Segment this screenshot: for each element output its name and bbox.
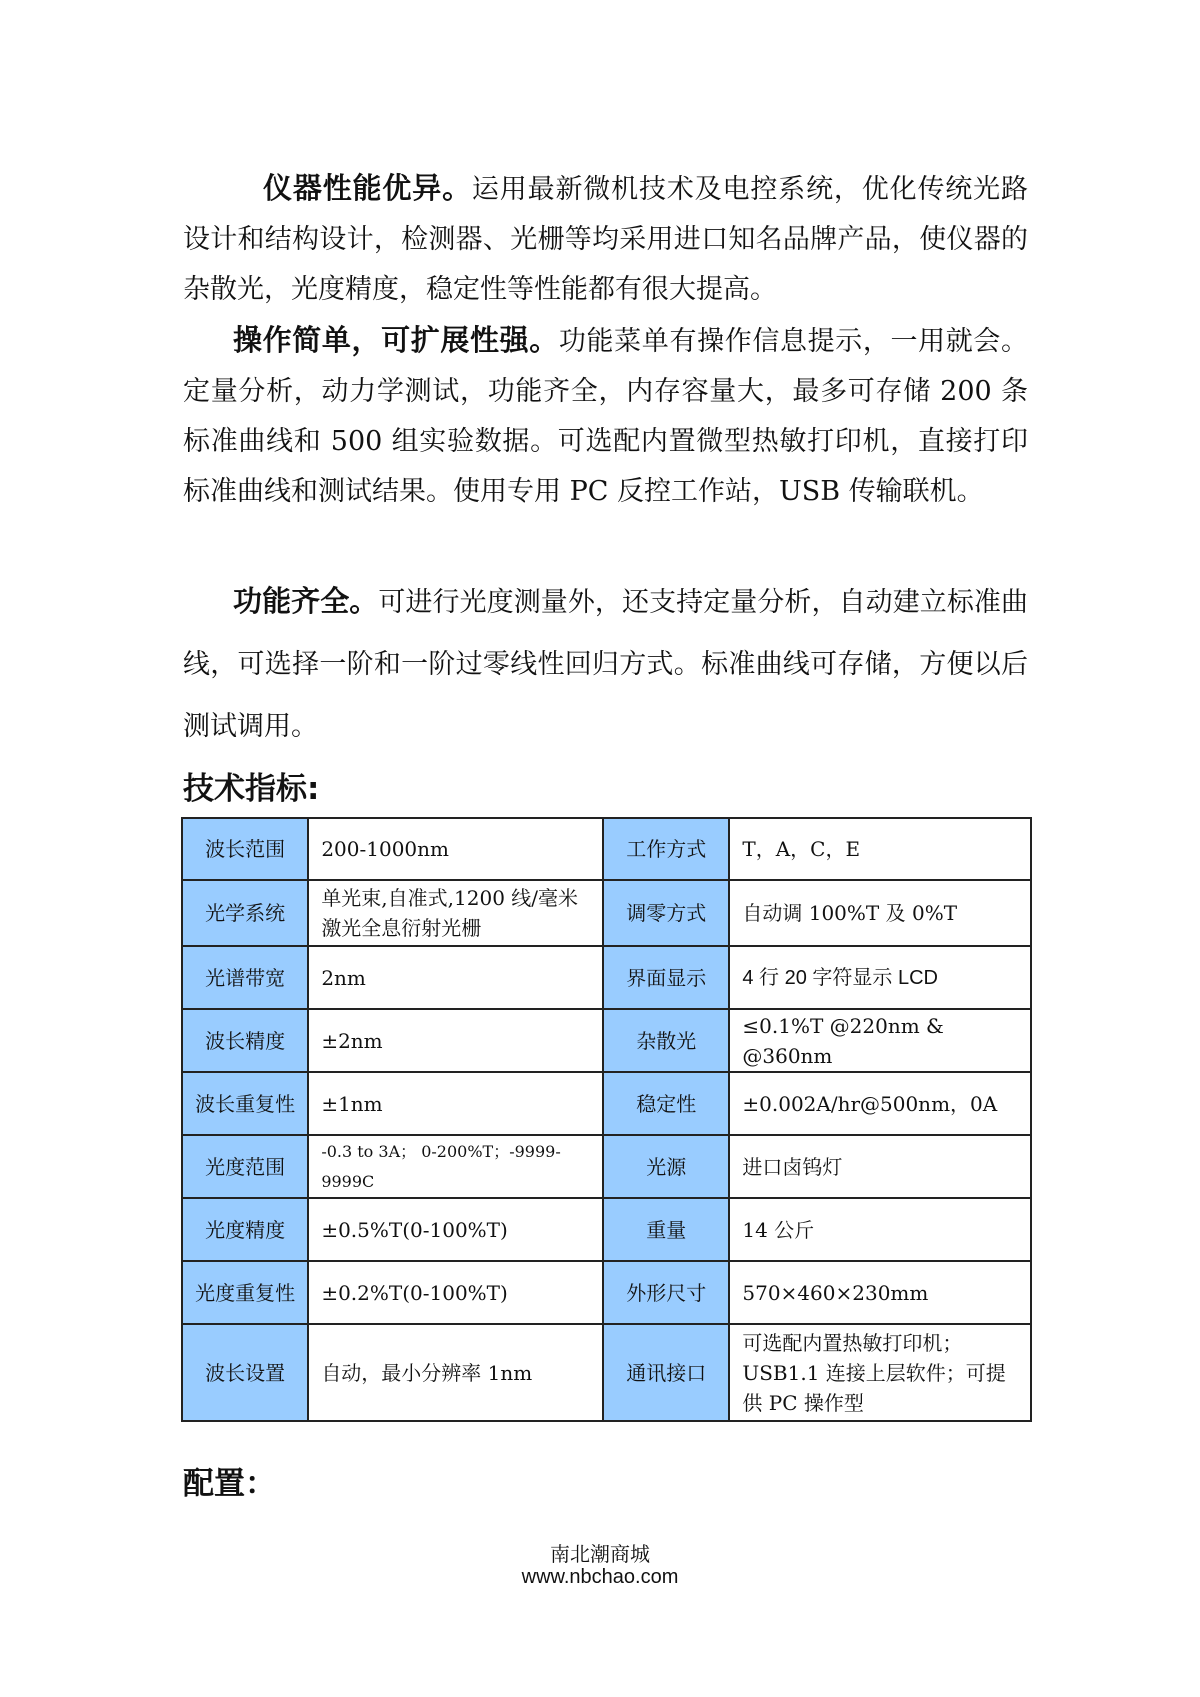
tech-specs-heading: 技术指标:: [183, 771, 320, 807]
spec-label: 界面显示: [603, 946, 729, 1009]
spec-label: 工作方式: [603, 818, 729, 880]
spec-value: 进口卤钨灯: [729, 1135, 1031, 1198]
spec-value: 自动调 100%T 及 0%T: [729, 880, 1031, 946]
paragraph-text: 可进行光度测量外，还支持定量分析，自动建立标准曲线，可选择一阶和一阶过零线性回归方式。标准曲线可存储，方便以后测试调用。: [183, 587, 1028, 742]
spec-value: 570×460×230mm: [729, 1261, 1031, 1324]
table-row: [182, 1009, 1031, 1072]
spec-value: 14 公斤: [729, 1198, 1031, 1261]
table-row: [182, 1261, 1031, 1324]
spec-label: 波长范围: [182, 818, 308, 880]
paragraph-text: 运用最新微机技术及电控系统，优化传统光路设计和结构设计，检测器、光栅等均采用进口知名品牌产品，使仪器的杂散光，光度精度，稳定性等性能都有很大提高。: [183, 174, 1028, 305]
spec-label: 外形尺寸: [603, 1261, 729, 1324]
paragraph-text: 功能菜单有操作信息提示，一用就会。定量分析，动力学测试，功能齐全，内存容量大，最多可存储 200 条标准曲线和 500 组实验数据。可选配内置微型热敏打印机，直接打印标准曲线和测试结果。使用专用 PC 反控工作站，USB 传输联机。: [183, 326, 1028, 507]
table-row: [182, 1072, 1031, 1135]
spec-label: 光度精度: [182, 1198, 308, 1261]
spec-label: 杂散光: [603, 1009, 729, 1072]
spec-label: 通讯接口: [603, 1324, 729, 1421]
spec-label: 光源: [603, 1135, 729, 1198]
spec-label: 光度重复性: [182, 1261, 308, 1324]
spec-value: T，A，C，E: [729, 818, 1031, 880]
spec-label: 调零方式: [603, 880, 729, 946]
spec-value: ±0.2%T(0-100%T): [308, 1261, 603, 1324]
spec-value: -0.3 to 3A； 0-200%T；-9999-9999C: [308, 1135, 603, 1198]
paragraph-functions: [183, 570, 1028, 758]
spec-value: ±1nm: [308, 1072, 603, 1135]
spec-label: 重量: [603, 1198, 729, 1261]
spec-value: 自动，最小分辨率 1nm: [308, 1324, 603, 1421]
spec-value: ≤0.1%T @220nm & @360nm: [729, 1009, 1031, 1072]
spec-value: 可选配内置热敏打印机；USB1.1 连接上层软件；可提供 PC 操作型: [729, 1324, 1031, 1421]
spec-value: ±0.002A/hr@500nm，0A: [729, 1072, 1031, 1135]
spec-value: 4 行 20 字符显示 LCD: [729, 946, 1031, 1009]
spec-label: 波长重复性: [182, 1072, 308, 1135]
paragraph-lead: 功能齐全。: [233, 584, 379, 618]
paragraph-performance: [183, 163, 1028, 315]
config-heading: 配置：: [183, 1466, 276, 1502]
spec-label: 光度范围: [182, 1135, 308, 1198]
table-row: [182, 818, 1031, 880]
footer-url: www.nbchao.com: [521, 1566, 679, 1588]
table-row: [182, 1135, 1031, 1198]
table-row: [182, 880, 1031, 946]
spec-value: ±0.5%T(0-100%T): [308, 1198, 603, 1261]
spec-label: 光学系统: [182, 880, 308, 946]
table-row: [182, 946, 1031, 1009]
spec-value: 单光束,自准式,1200 线/毫米激光全息衍射光栅: [308, 880, 603, 946]
footer-site-name: 南北潮商城: [550, 1542, 650, 1566]
spec-label: 波长精度: [182, 1009, 308, 1072]
spec-table: [181, 817, 1032, 1422]
table-row: [182, 1198, 1031, 1261]
spec-label: 波长设置: [182, 1324, 308, 1421]
spec-value: 2nm: [308, 946, 603, 1009]
spec-label: 稳定性: [603, 1072, 729, 1135]
paragraph-operation: [183, 315, 1028, 517]
paragraph-lead: 操作简单，可扩展性强。: [233, 323, 559, 357]
table-row: [182, 1324, 1031, 1421]
spec-value: ±2nm: [308, 1009, 603, 1072]
paragraph-lead: 仪器性能优异。: [263, 171, 472, 205]
spec-label: 光谱带宽: [182, 946, 308, 1009]
spec-value: 200-1000nm: [308, 818, 603, 880]
